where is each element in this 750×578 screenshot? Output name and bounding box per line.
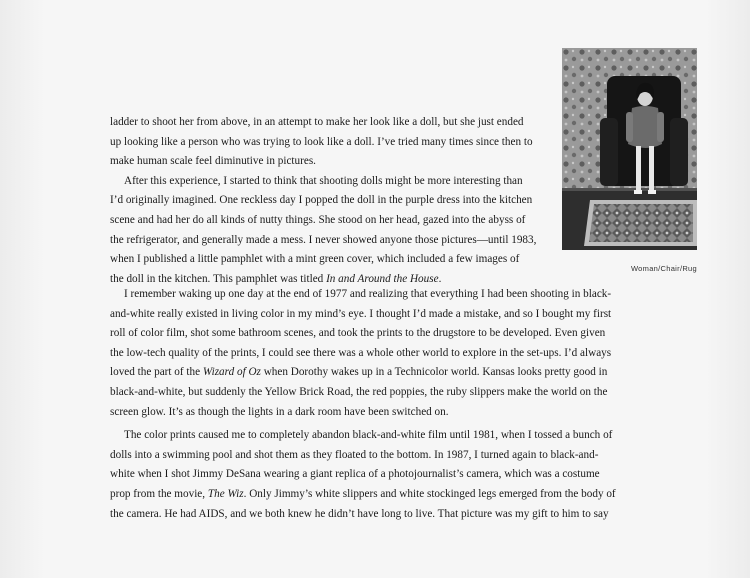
text-fragment: . [438, 272, 442, 285]
text-line: dolls into a swimming pool and shot them as they floated to the bottom. In 1987, I turned again to black-and- [110, 448, 599, 461]
paragraph-2 [110, 172, 545, 290]
text-line: ladder to shoot her from above, in an attempt to make her look like a doll, but she just ended [110, 116, 524, 128]
text-line: when I published a little pamphlet with a mint green cover, which included a few images of [110, 253, 520, 266]
paragraph-1 [110, 113, 545, 172]
film-title: The Wiz [207, 487, 244, 500]
text-fragment: the doll in the kitchen. This pamphlet was titled [110, 272, 327, 285]
text-line: black-and-white, but suddenly the Yellow Brick Road, the red poppies, the ruby slippers make the world on the [110, 385, 608, 398]
text-column-wide [110, 285, 630, 524]
film-title: Wizard of Oz [202, 366, 261, 379]
text-line: the low-tech quality of the prints, I could see there was a whole other world to explore in the set-ups. I’d always [110, 346, 612, 359]
text-line: up looking like a person who was trying to look like a doll. I’ve tried many times since then to [110, 135, 533, 148]
text-column-narrow [110, 113, 630, 289]
text-line: the camera. He had AIDS, and we both knew he didn’t have long to live. That picture was my gift to him to say [110, 507, 609, 520]
text-line: roll of color film, shot some bathroom scenes, and took the prints to the drugstore to be developed. Even given [110, 327, 606, 340]
text-line-with-title [110, 485, 630, 505]
text-line: and-white really existed in living color in my mind’s eye. I thought I’d made a mistake, and so I bought my first [110, 307, 612, 320]
photo-caption: Woman/Chair/Rug [630, 264, 697, 273]
pamphlet-title: In and Around the House [326, 272, 439, 285]
paragraph-3 [110, 285, 630, 422]
text-fragment: loved the part of the [110, 366, 203, 379]
text-line: make human scale feel diminutive in pictures. [110, 155, 316, 168]
text-fragment: prop from the movie, [110, 487, 208, 500]
text-line: The color prints caused me to completely abandon black-and-white film until 1981, when I tossed a bunch of [124, 429, 613, 442]
text-line: scene and had her do all kinds of nutty things. She stood on her head, gazed into the abyss of [110, 213, 526, 226]
text-line: screen glow. It’s as though the lights in a dark room have been switched on. [110, 405, 449, 418]
paragraph-4 [110, 426, 630, 524]
text-fragment: when Dorothy wakes up in a Technicolor world. Kansas looks pretty good in [260, 366, 608, 379]
text-line: I remember waking up one day at the end of 1977 and realizing that everything I had been shooting in black- [124, 288, 612, 300]
text-line-with-title [110, 363, 630, 383]
text-line: white when I shot Jimmy DeSana wearing a giant replica of a photojournalist’s camera, which was a costume [110, 468, 600, 481]
text-fragment: . Only Jimmy’s white slippers and white stockinged legs emerged from the body of [243, 487, 616, 500]
text-line: After this experience, I started to think that shooting dolls might be more interesting than [124, 174, 523, 187]
text-line: the refrigerator, and generally made a mess. I never showed anyone those pictures—until 1983, [110, 233, 537, 246]
text-line: I’d originally imagined. One reckless day I popped the doll in the purple dress into the kitchen [110, 194, 533, 207]
